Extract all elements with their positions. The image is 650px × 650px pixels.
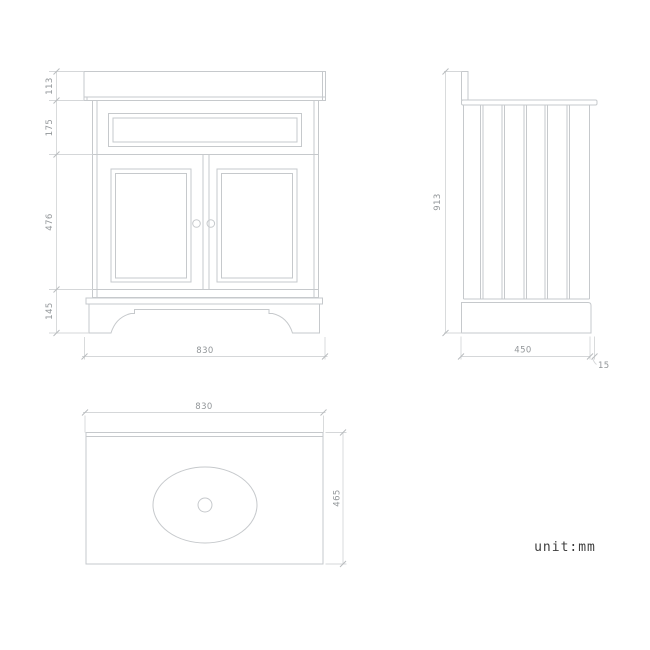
dim-label-front-width: 830	[196, 346, 214, 356]
dim-label-top-depth: 465	[332, 489, 343, 507]
front-view	[45, 69, 328, 360]
front-carcass	[93, 101, 319, 298]
basin-drain	[198, 498, 212, 512]
basin-bowl	[153, 467, 257, 543]
dim-label-front-door-height: 476	[45, 213, 55, 231]
front-plinth-cap	[86, 298, 323, 304]
dim-label-front-drawer-height: 175	[45, 118, 55, 137]
dim-label-front-countertop-height: 113	[45, 77, 55, 95]
side-view-outline	[462, 72, 598, 334]
left-door-knob	[193, 220, 201, 228]
dim-label-front-plinth-height: 145	[45, 302, 55, 320]
side-plinth	[462, 303, 592, 334]
right-door-knob	[207, 220, 215, 228]
unit-note: unit:mm	[534, 540, 596, 555]
top-dimension-lines	[83, 413, 347, 565]
front-dimension-lines	[49, 72, 328, 360]
front-view-outline	[84, 72, 326, 334]
side-dimension-ticks	[443, 69, 598, 360]
top-view	[82, 402, 347, 567]
front-plinth-bracket	[89, 304, 320, 333]
dim-label-side-height: 913	[433, 193, 443, 211]
front-right-door-panel	[217, 169, 297, 282]
side-countertop	[462, 100, 598, 105]
dim-label-top-width: 830	[195, 402, 213, 412]
front-countertop	[84, 72, 326, 101]
side-dimension-lines	[444, 72, 597, 365]
top-dimension-ticks	[82, 410, 346, 568]
side-slat-joints	[481, 105, 570, 299]
dim-label-side-depth: 450	[514, 345, 532, 356]
front-left-door-panel	[111, 169, 191, 282]
dim-label-side-overhang: 15	[598, 361, 610, 371]
side-view	[433, 69, 610, 372]
top-view-outline	[86, 433, 323, 565]
side-upstand	[462, 72, 469, 101]
